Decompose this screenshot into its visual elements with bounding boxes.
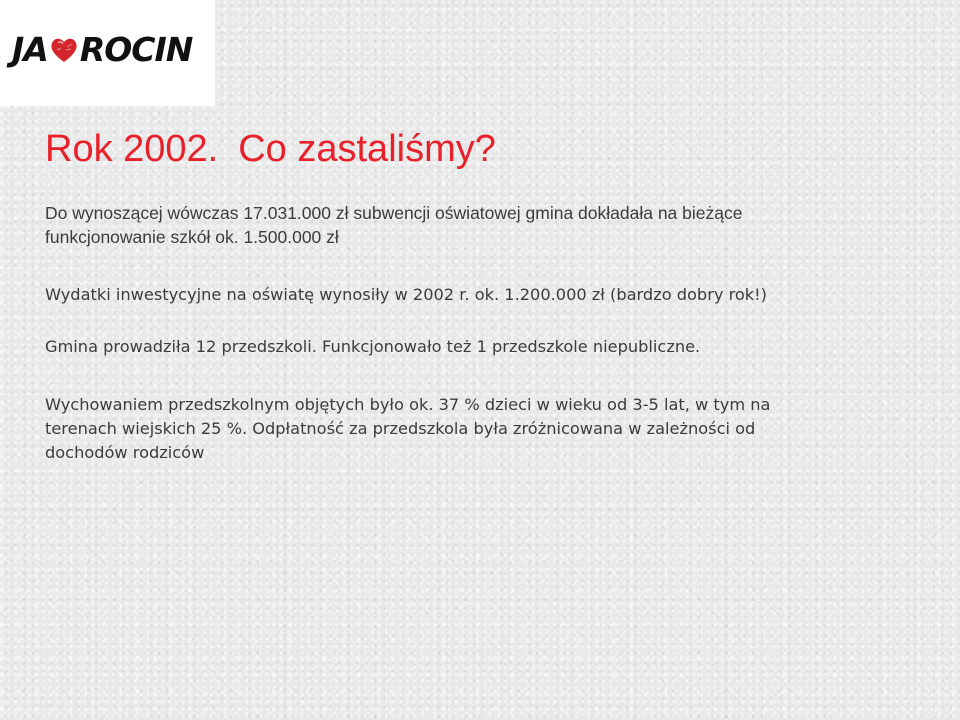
paragraph-line: Wydatki inwestycyjne na oświatę wynosiły w 2002 r. ok. 1.200.000 zł (bardzo dobry rok!) — [45, 285, 767, 304]
page-title — [45, 128, 496, 171]
title-year: Rok 2002. — [45, 128, 219, 170]
paragraph-investment — [45, 283, 925, 307]
title-question: Co zastaliśmy? — [238, 128, 496, 170]
logo — [12, 30, 192, 69]
logo-text-left: JA — [12, 30, 48, 69]
paragraph-line: dochodów rodziców — [45, 443, 205, 462]
heart-icon — [49, 35, 79, 65]
paragraph-line: funkcjonowanie szkół ok. 1.500.000 zł — [45, 227, 339, 247]
paragraph-preschool-education — [45, 393, 925, 465]
paragraph-line: terenach wiejskich 25 %. Odpłatność za przedszkola była zróżnicowana w zależności od — [45, 419, 756, 438]
paragraph-line: Wychowaniem przedszkolnym objętych było ok. 37 % dzieci w wieku od 3-5 lat, w tym na — [45, 395, 771, 414]
paragraph-line: Do wynoszącej wówczas 17.031.000 zł subwencji oświatowej gmina dokładała na bieżące — [45, 203, 743, 223]
paragraph-line: Gmina prowadziła 12 przedszkoli. Funkcjonowało też 1 przedszkole niepubliczne. — [45, 337, 701, 356]
logo-text-right: ROCIN — [79, 30, 193, 69]
logo-box — [0, 0, 215, 106]
paragraph-kindergartens — [45, 335, 925, 359]
paragraph-subsidy — [45, 201, 925, 249]
